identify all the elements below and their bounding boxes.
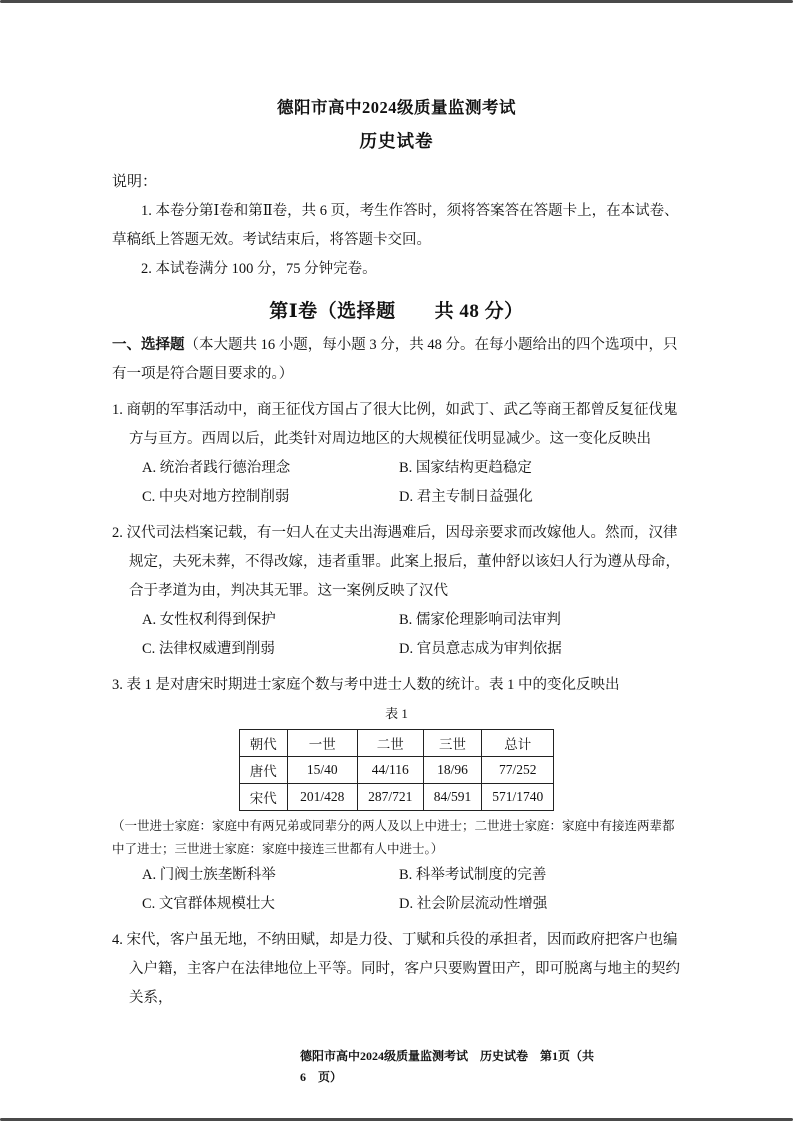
- part-1-desc: （本大题共 16 小题，每小题 3 分，共 48 分。在每小题给出的四个选项中，只有一项是符合题目要求的。）: [112, 337, 678, 382]
- question-4: [112, 926, 681, 1013]
- question-2-options: [142, 606, 681, 664]
- part-1-label: 一、选择题: [112, 337, 185, 353]
- question-1-options: [142, 454, 681, 512]
- table-header-cell: 一世: [287, 729, 357, 756]
- page-edge-top: [0, 0, 793, 3]
- option-b: B. 国家结构更趋稳定: [399, 460, 532, 476]
- option-row: [142, 861, 681, 890]
- table-cell: 84/591: [423, 783, 482, 810]
- table-cell: 571/1740: [482, 783, 554, 810]
- option-row: [142, 606, 681, 635]
- instruction-item-2: 2. 本试卷满分 100 分，75 分钟完卷。: [141, 261, 377, 277]
- table-header-cell: 总计: [482, 729, 554, 756]
- option-row: [142, 635, 681, 664]
- question-2-text: 汉代司法档案记载，有一妇人在丈夫出海遇难后，因母亲要求而改嫁他人。然而，汉律规定，夫死未葬，不得改嫁，违者重罪。此案上报后，董仲舒以该妇人行为遵从母命，合于孝道为由，判决其无罪。这一案例反映了汉代: [126, 525, 680, 599]
- table-1-note: （一世进士家庭：家庭中有两兄弟或同辈分的两人及以上中进士；二世进士家庭：家庭中有接连两辈都中了进士；三世进士家庭：家庭中接连三世都有人中进士。）: [112, 818, 675, 856]
- option-row: [142, 890, 681, 919]
- option-c: C. 中央对地方控制削弱: [142, 489, 290, 505]
- instructions-heading: 说明：: [112, 174, 158, 190]
- option-row: [142, 483, 681, 512]
- table-cell: 44/116: [357, 756, 423, 783]
- table-cell: 201/428: [287, 783, 357, 810]
- question-3-text: 表 1 是对唐宋时期进士家庭个数与考中进士人数的统计。表 1 中的变化反映出: [126, 677, 620, 693]
- option-c: C. 法律权威遭到削弱: [142, 641, 275, 657]
- option-d: D. 君主专制日益强化: [399, 489, 533, 505]
- question-1: [112, 396, 681, 512]
- table-1-caption: 表 1: [385, 706, 408, 721]
- option-c: C. 文官群体规模壮大: [142, 895, 275, 912]
- table-cell: 18/96: [423, 756, 482, 783]
- option-a: A. 门阀士族垄断科举: [142, 866, 276, 883]
- footer-line-1: 德阳市高中2024级质量监测考试 历史试卷 第1页（共: [300, 1049, 595, 1063]
- table-header-row: [239, 729, 554, 756]
- footer-line-2: 6 页）: [300, 1070, 343, 1084]
- question-2: [112, 519, 681, 664]
- question-4-text: 宋代，客户虽无地，不纳田赋，却是力役、丁赋和兵役的承担者，因而政府把客户也编入户籍，主客户在法律地位上平等。同时，客户只要购置田产，即可脱离与地主的契约关系，: [126, 931, 680, 1006]
- question-2-number: 2.: [112, 525, 123, 541]
- part-1-heading: [112, 331, 681, 389]
- question-4-number: 4.: [112, 931, 123, 948]
- page-edge-bottom: [0, 1118, 793, 1121]
- question-3-options: [142, 861, 681, 919]
- option-d: D. 官员意志成为审判依据: [399, 641, 562, 657]
- table-1: [239, 729, 555, 811]
- option-b: B. 科举考试制度的完善: [399, 866, 547, 883]
- table-cell: 宋代: [239, 783, 287, 810]
- table-header-cell: 朝代: [239, 729, 287, 756]
- table-header-cell: 三世: [423, 729, 482, 756]
- table-row: [239, 756, 554, 783]
- question-4-stem: [112, 926, 681, 1013]
- option-row: [142, 454, 681, 483]
- question-3-number: 3.: [112, 677, 123, 693]
- question-2-stem: [112, 519, 681, 606]
- exam-title: 德阳市高中2024级质量监测考试: [277, 98, 516, 117]
- table-cell: 287/721: [357, 783, 423, 810]
- option-d: D. 社会阶层流动性增强: [399, 895, 548, 912]
- table-header-cell: 二世: [357, 729, 423, 756]
- option-a: A. 统治者践行德治理念: [142, 460, 291, 476]
- instructions: [112, 167, 681, 284]
- page-footer: [300, 1046, 700, 1088]
- question-3-stem: [112, 671, 681, 700]
- question-1-text: 商朝的军事活动中，商王征伐方国占了很大比例，如武丁、武乙等商王都曾反复征伐鬼方与亘方。西周以后，此类针对周边地区的大规模征伐明显减少。这一变化反映出: [126, 402, 678, 447]
- table-cell: 唐代: [239, 756, 287, 783]
- table-cell: 77/252: [482, 756, 554, 783]
- question-1-stem: [112, 396, 681, 454]
- table-cell: 15/40: [287, 756, 357, 783]
- option-b: B. 儒家伦理影响司法审判: [399, 612, 561, 628]
- option-a: A. 女性权利得到保护: [142, 612, 276, 628]
- paper-subtitle: 历史试卷: [359, 131, 434, 151]
- instruction-item-1: 1. 本卷分第Ⅰ卷和第Ⅱ卷，共 6 页，考生作答时，须将答案答在答题卡上，在本试卷、草稿纸上答题无效。考试结束后，将答题卡交回。: [112, 203, 679, 248]
- table-row: [239, 783, 554, 810]
- question-1-number: 1.: [112, 402, 123, 418]
- section-1-title: 第Ⅰ卷（选择题 共 48 分）: [269, 301, 524, 322]
- question-3: [112, 671, 681, 919]
